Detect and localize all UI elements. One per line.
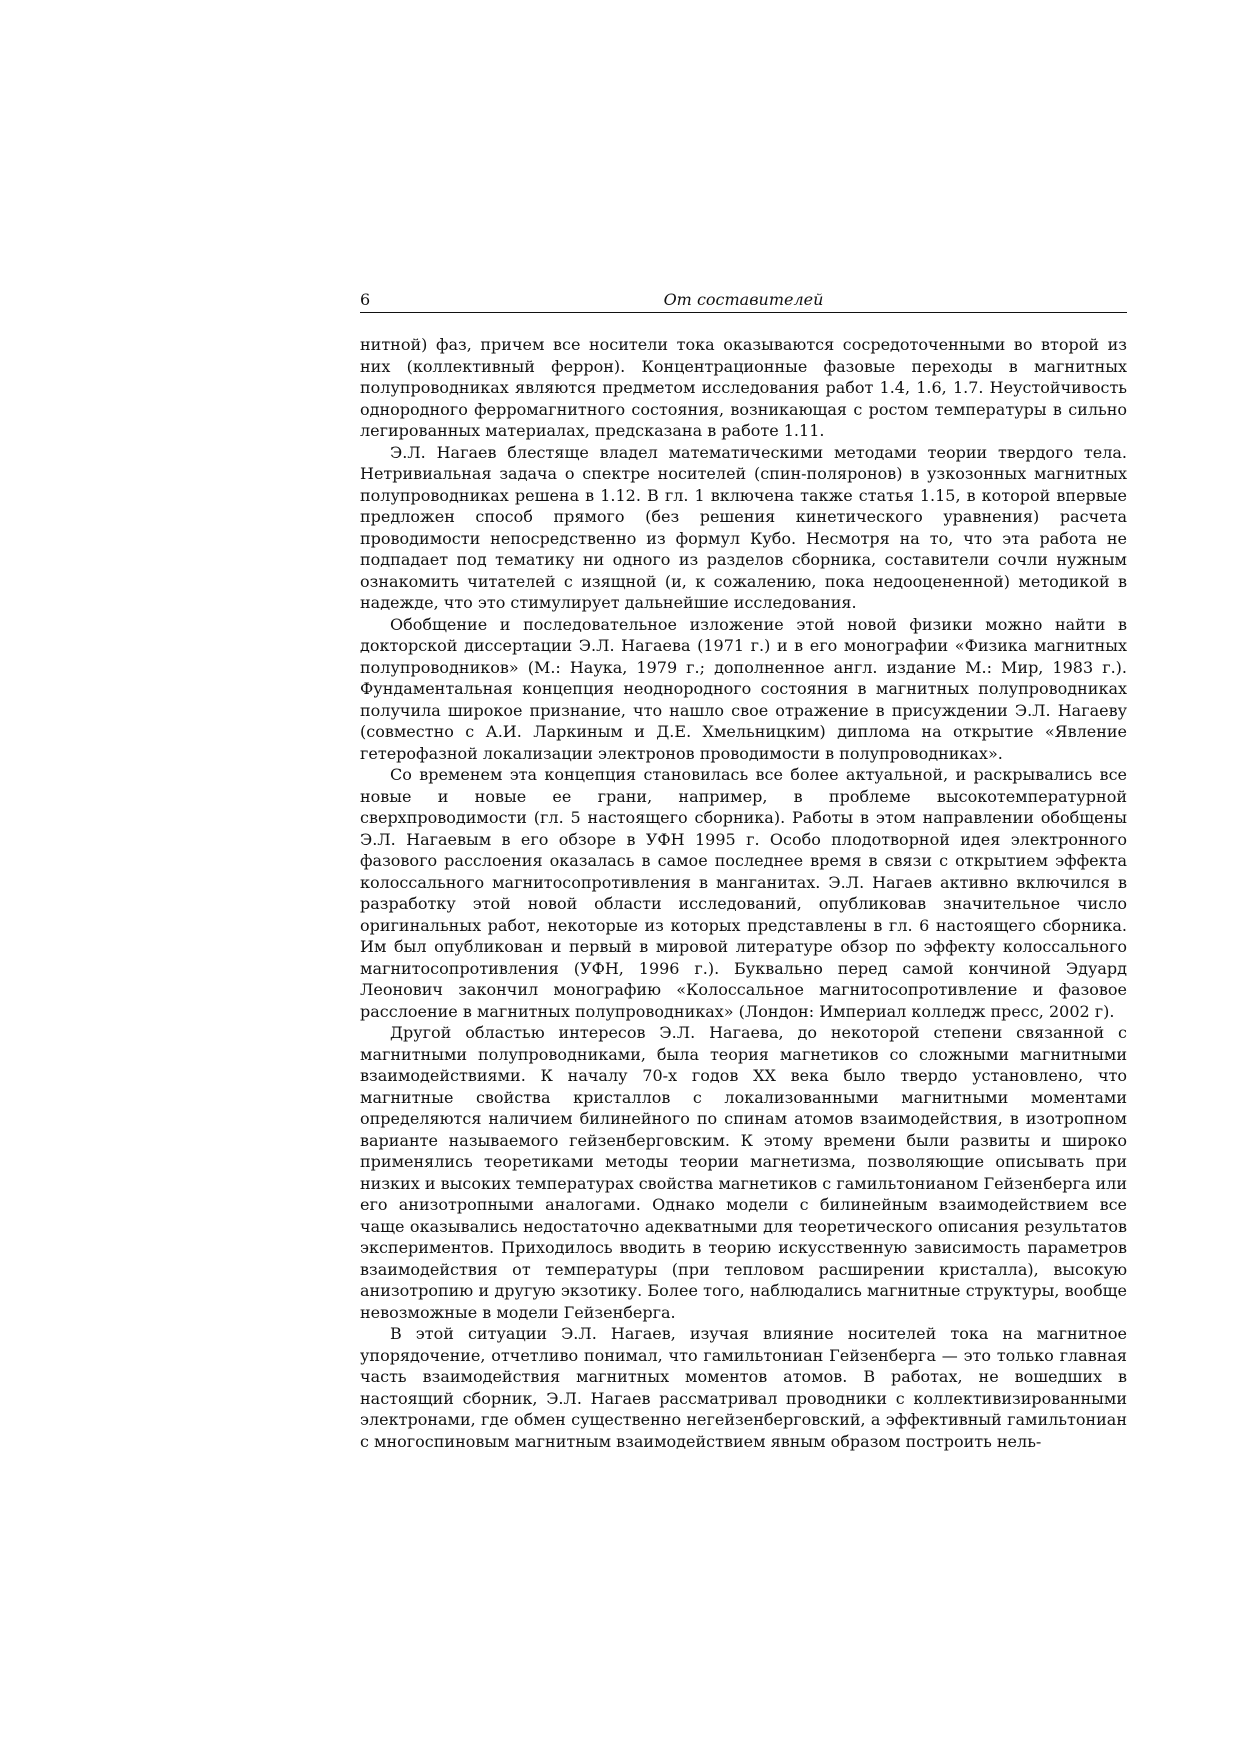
page-number: 6: [360, 290, 371, 309]
paragraph: нитной) фаз, причем все носители тока оказываются сосредоточенными во второй из них (коллективный феррон). Концентрационные фазовые переходы в магнитных полупроводниках являются предметом исследования работ 1.4, 1.6, 1.7. Неустойчивость однородного ферромагнитного состояния, возникающая с ростом температуры в сильно легированных материалах, предсказана в работе 1.11.: [360, 335, 1127, 440]
body-text: [360, 334, 1127, 1452]
paragraph: Со временем эта концепция становилась все более актуальной, и раскрывались все новые и новые ее грани, например, в проблеме высокотемпературной сверхпроводимости (гл. 5 настоящего сборника). Работы в этом направлении обобщены Э.Л. Нагаевым в его обзоре в УФН 1995 г. Особо плодотворной идея электронного фазового расслоения оказалась в самое последнее время в связи с открытием эффекта колоссального магнитосопротивления в манганитах. Э.Л. Нагаев активно включился в разработку этой новой области исследований, опубликовав значительное число оригинальных работ, некоторые из которых представлены в гл. 6 настоящего сборника. Им был опубликован и первый в мировой литературе обзор по эффекту колоссального магнитосопротивления (УФН, 1996 г.). Буквально перед самой кончиной Эдуард Леонович закончил монографию «Колоссальное магнитосопротивление и фазовое расслоение в магнитных полупроводниках» (Лондон: Империал колледж пресс, 2002 г).: [360, 765, 1127, 1021]
paragraph: Другой областью интересов Э.Л. Нагаева, до некоторой степени связанной с магнитными полупроводниками, была теория магнетиков со сложными магнитными взаимодействиями. К началу 70-х годов XX века было твердо установлено, что магнитные свойства кристаллов с локализованными магнитными моментами определяются наличием билинейного по спинам атомов взаимодействия, в изотропном варианте называемого гейзенберговским. К этому времени были развиты и широко применялись теоретиками методы теории магнетизма, позволяющие описывать при низких и высоких температурах свойства магнетиков с гамильтонианом Гейзенберга или его анизотропными аналогами. Однако модели с билинейным взаимодействием все чаще оказывались недостаточно адекватными для теоретического описания результатов экспериментов. Приходилось вводить в теорию искусственную зависимость параметров взаимодействия от температуры (при тепловом расширении кристалла), высокую анизотропию и другую экзотику. Более того, наблюдались магнитные структуры, вообще невозможные в модели Гейзенберга.: [360, 1023, 1127, 1322]
paragraph: Обобщение и последовательное изложение этой новой физики можно найти в докторской диссертации Э.Л. Нагаева (1971 г.) и в его монографии «Физика магнитных полупроводников» (М.: Наука, 1979 г.; дополненное англ. издание М.: Мир, 1983 г.). Фундаментальная концепция неоднородного состояния в магнитных полупроводниках получила широкое признание, что нашло свое отражение в присуждении Э.Л. Нагаеву (совместно с А.И. Ларкиным и Д.Е. Хмельницким) диплома на открытие «Явление гетерофазной локализации электронов проводимости в полупроводниках».: [360, 614, 1127, 763]
page-header: [360, 290, 1127, 313]
paragraph: В этой ситуации Э.Л. Нагаев, изучая влияние носителей тока на магнитное упорядочение, отчетливо понимал, что гамильтониан Гейзенберга — это только главная часть взаимодействия магнитных моментов атомов. В работах, не вошедших в настоящий сборник, Э.Л. Нагаев рассматривал проводники с коллективизированными электронами, где обмен существенно негейзенберговский, а эффективный гамильтониан с многоспиновым магнитным взаимодействием явным образом построить нель-: [360, 1324, 1127, 1451]
paragraph: Э.Л. Нагаев блестяще владел математическими методами теории твердого тела. Нетривиальная задача о спектре носителей (спин-поляронов) в узкозонных магнитных полупроводниках решена в 1.12. В гл. 1 включена также статья 1.15, в которой впервые предложен способ прямого (без решения кинетического уравнения) расчета проводимости непосредственно из формул Кубо. Несмотря на то, что эта работа не подпадает под тематику ни одного из разделов сборника, составители сочли нужным ознакомить читателей с изящной (и, к сожалению, пока недооцененной) методикой в надежде, что это стимулирует дальнейшие исследования.: [360, 442, 1127, 612]
running-title: От составителей: [663, 290, 824, 309]
